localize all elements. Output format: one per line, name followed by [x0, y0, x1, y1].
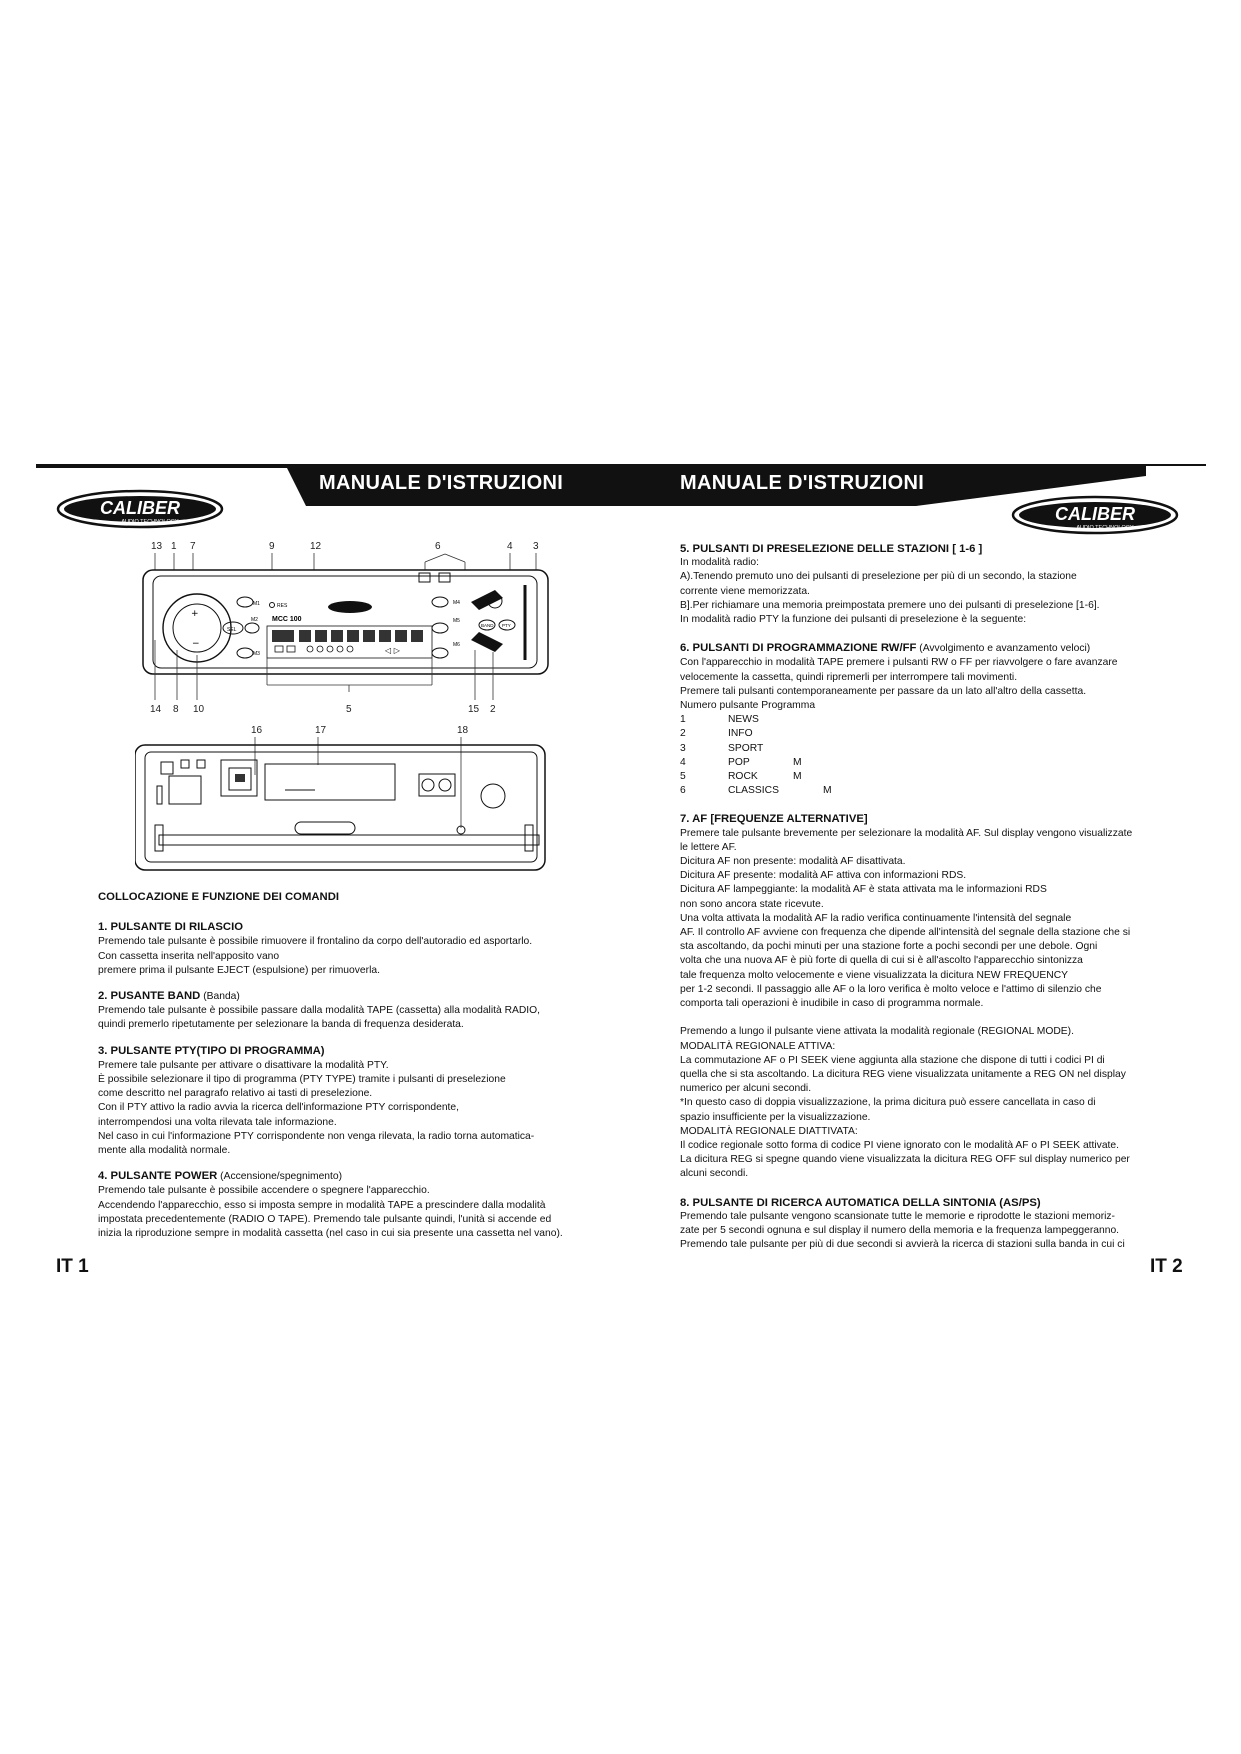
program-name: ROCK	[728, 771, 758, 783]
section-7-line: Premendo a lungo il pulsante viene attivata la modalità regionale (REGIONAL MODE).	[680, 1026, 1074, 1038]
program-genre-cell	[728, 784, 928, 798]
section-7-line: spazio insufficiente per la visualizzazione.	[680, 1111, 871, 1123]
section-7-line: AF. Il controllo AF avviene con frequenza che dipende all'intensità del segnale della stazione che si	[680, 927, 1131, 939]
program-extra: M	[793, 756, 802, 768]
section-7-line: sta ascoltando, da pochi minuti per una stazione forte a pochi secondi per une debole. Ogni	[680, 941, 1098, 953]
program-name: INFO	[728, 728, 753, 740]
label-13: 13	[151, 541, 163, 552]
svg-text:◁ ▷: ◁ ▷	[385, 646, 400, 655]
svg-text:−: −	[192, 639, 200, 649]
section-7-line: Una volta attivata la modalità AF la radio verifica continuamente l'intensità del segnale	[680, 912, 1072, 924]
m6-label: M6	[453, 642, 460, 648]
program-name: NEWS	[728, 714, 759, 726]
section-7-line: Il codice regionale sotto forma di codice PI viene ignorato con le modalità AF o PI SEEK attivate.	[680, 1139, 1120, 1151]
left-section-line: come descritto nel paragrafo relativo ai tasti di preselezione.	[98, 1088, 373, 1100]
program-row	[680, 713, 928, 727]
m3-label: M3	[253, 651, 260, 657]
label-4: 4	[507, 541, 513, 552]
page-number-right: IT 2	[1150, 1256, 1183, 1277]
section-6	[680, 641, 1165, 798]
label-14: 14	[150, 704, 162, 715]
left-section-title: 4. PULSANTE POWER	[98, 1170, 218, 1183]
left-section-line: È possibile selezionare il tipo di programma (PTY TYPE) tramite i pulsanti di preselezione	[98, 1074, 506, 1086]
section-7-line: quella che si sta ascoltando. La dicitura REG viene visualizzata unitamente a REG ON nel display	[680, 1068, 1126, 1080]
program-table-header: Numero pulsante Programma	[680, 700, 816, 712]
section-7-line: volta che una nuova AF è più forte di quella di cui si è all'ascolto l'apparecchio sintonizza	[680, 955, 1083, 967]
section-7-line: per 1-2 secondi. Il passaggio alle AF o la loro verifica è molto veloce e l'attimo di silenzio che	[680, 983, 1102, 995]
program-genre-cell	[728, 727, 928, 741]
left-section-note: (Banda)	[203, 991, 240, 1003]
section-7-line: Dicitura AF presente: modalità AF attiva con informazioni RDS.	[680, 870, 967, 882]
left-section-line: Premere tale pulsante per attivare o disattivare la modalità PTY.	[98, 1059, 389, 1071]
label-16: 16	[251, 725, 263, 736]
program-number: 2	[680, 728, 686, 740]
program-row	[680, 742, 928, 756]
logo-brand-right: CALIBER	[1055, 504, 1135, 524]
left-heading: COLLOCAZIONE E FUNZIONE DEI COMANDI	[98, 891, 339, 903]
program-number: 6	[680, 785, 686, 797]
label-9: 9	[269, 541, 275, 552]
section-5	[680, 542, 1165, 627]
section-7	[680, 812, 1165, 1181]
label-15: 15	[468, 704, 480, 715]
program-genre-cell	[728, 742, 928, 756]
left-section-line: Premendo tale pulsante è possibile passare dalla modalità TAPE (cassetta) alla modalità RADIO,	[98, 1005, 541, 1017]
logo-sub-left: AUDIO TECHNOLOGY	[121, 519, 179, 525]
program-number: 5	[680, 771, 686, 783]
left-section-2	[98, 989, 568, 1033]
radio-diagram-svg	[135, 540, 555, 875]
label-2: 2	[490, 704, 496, 715]
section-7-line: *In questo caso di doppia visualizzazione, la prima dicitura può essere cancellata in caso di	[680, 1097, 1096, 1109]
left-section-line: Con cassetta inserita nell'apposito vano	[98, 950, 280, 962]
program-genre-cell	[728, 770, 928, 784]
caliber-logo-right	[1010, 494, 1180, 541]
section-8-line: zate per 5 secondi ognuna e sul display il numero della memoria e la frequenza lampeggeranno.	[680, 1224, 1120, 1236]
program-genre-cell	[728, 756, 928, 770]
label-5: 5	[346, 704, 352, 715]
left-section-line: Premendo tale pulsante è possibile accendere o spegnere l'apparecchio.	[98, 1185, 430, 1197]
label-6: 6	[435, 541, 441, 552]
label-18: 18	[457, 725, 469, 736]
section-7-line: tale frequenza molto velocemente e viene visualizzata la dicitura NEW FREQUENCY	[680, 969, 1069, 981]
label-10: 10	[193, 704, 205, 715]
pty-label: PTY	[502, 623, 511, 628]
section-7-title: 7. AF [FREQUENZE ALTERNATIVE]	[680, 813, 868, 826]
left-section-line: quindi premerlo ripetutamente per selezionare la banda di frequenza desiderata.	[98, 1019, 464, 1031]
section-5-line: B].Per richiamare una memoria preimpostata premere uno dei pulsanti di preselezione [1-6].	[680, 599, 1100, 611]
label-1: 1	[171, 541, 177, 552]
section-7-line: alcuni secondi.	[680, 1168, 749, 1180]
left-section-note: (Accensione/spegnimento)	[220, 1171, 343, 1183]
left-section-3	[98, 1044, 568, 1159]
left-section-line: impostata precedentemente (RADIO O TAPE). Premendo tale pulsante quindi, l'unità si accende ed	[98, 1213, 552, 1225]
res-label: RES	[277, 603, 288, 609]
left-section-4	[98, 1169, 568, 1241]
label-17: 17	[315, 725, 327, 736]
right-column	[680, 542, 1165, 1263]
section-6-line: Con l'apparecchio in modalità TAPE premere i pulsanti RW o FF per riavvolgere o fare avanzare	[680, 657, 1118, 669]
section-6-note: (Avvolgimento e avanzamento veloci)	[919, 643, 1091, 655]
section-7-line: non sono ancora state ricevute.	[680, 898, 824, 910]
program-row	[680, 756, 928, 770]
section-8-line: Premendo tale pulsante vengono scansionate tutte le memorie e riprodotte le stazioni memoriz-	[680, 1210, 1115, 1222]
label-8: 8	[173, 704, 179, 715]
logo-sub-right: AUDIO TECHNOLOGY	[1076, 525, 1134, 531]
program-extra: M	[793, 771, 802, 783]
section-5-line: A).Tenendo premuto uno dei pulsanti di preselezione per più di un secondo, la stazione	[680, 571, 1077, 583]
program-name: POP	[728, 756, 750, 768]
section-8-line: Premendo tale pulsante per più di due secondi si avvierà la ricerca di stazioni sulla banda in cui ci	[680, 1239, 1125, 1251]
m2-label: M2	[251, 617, 258, 623]
radio-diagram	[135, 540, 555, 880]
left-section-1	[98, 920, 568, 978]
program-row	[680, 727, 928, 741]
program-table	[680, 713, 928, 798]
logo-brand-left: CALIBER	[100, 498, 180, 518]
left-section-line: Con il PTY attivo la radio avvia la ricerca dell'informazione PTY corrispondente,	[98, 1102, 460, 1114]
section-7-line: le lettere AF.	[680, 841, 737, 853]
section-7-line: La commutazione AF o PI SEEK viene aggiunta alla stazione che dispone di tutti i codici PI di	[680, 1054, 1105, 1066]
left-section-line: interrompendosi una volta rilevata tale informazione.	[98, 1116, 337, 1128]
left-section-line: premere prima il pulsante EJECT (espulsione) per rimuoverla.	[98, 964, 380, 976]
section-7-line: La dicitura REG si spegne quando viene visualizzata la dicitura REG OFF sul display numerico per	[680, 1154, 1130, 1166]
model-text: MCC 100	[272, 616, 302, 623]
program-row	[680, 770, 928, 784]
section-7-line: Premere tale pulsante brevemente per selezionare la modalità AF. Sul display vengono visualizzate	[680, 827, 1133, 839]
left-section-line: Premendo tale pulsante è possibile rimuovere il frontalino da corpo dell'autoradio ed asportarlo.	[98, 936, 533, 948]
program-name: SPORT	[728, 742, 764, 754]
section-7-line: MODALITÀ REGIONALE DIATTIVATA:	[680, 1125, 858, 1137]
section-8-title: 8. PULSANTE DI RICERCA AUTOMATICA DELLA SINTONIA (AS/PS)	[680, 1196, 1041, 1209]
section-5-line: corrente viene memorizzata.	[680, 585, 810, 597]
section-7-line: Dicitura AF lampeggiante: la modalità AF è stata attivata ma le informazioni RDS	[680, 884, 1047, 896]
left-column	[98, 890, 568, 1252]
section-5-line: In modalità radio PTY la funzione dei pulsanti di preselezione è la seguente:	[680, 614, 1027, 626]
program-number: 4	[680, 756, 686, 768]
header-title-left: MANUALE D'ISTRUZIONI	[319, 472, 564, 494]
label-3: 3	[533, 541, 539, 552]
program-number: 1	[680, 714, 686, 726]
program-number: 3	[680, 742, 686, 754]
left-section-line: Accendendo l'apparecchio, esso si imposta sempre in modalità TAPE a prescindere dalla modalità	[98, 1199, 546, 1211]
section-5-title: 5. PULSANTI DI PRESELEZIONE DELLE STAZIONI [ 1-6 ]	[680, 543, 983, 555]
left-section-title: 1. PULSANTE DI RILASCIO	[98, 921, 243, 934]
m4-label: M4	[453, 600, 460, 606]
section-7-line: MODALITÀ REGIONALE ATTIVA:	[680, 1040, 836, 1052]
sel-label: SEL	[227, 627, 237, 633]
left-section-title: 3. PULSANTE PTY(TIPO DI PROGRAMMA)	[98, 1044, 325, 1057]
section-8	[680, 1196, 1165, 1253]
section-5-line: In modalità radio:	[680, 557, 759, 569]
caliber-logo-left	[55, 488, 225, 535]
left-section-line: mente alla modalità normale.	[98, 1145, 231, 1157]
header-title-right: MANUALE D'ISTRUZIONI	[680, 472, 925, 494]
program-row	[680, 784, 928, 798]
label-12: 12	[310, 541, 322, 552]
section-7-line: comporta tali operazioni è inudibile in caso di programma normale.	[680, 998, 984, 1010]
page-number-left: IT 1	[56, 1256, 89, 1277]
left-section-line: Nel caso in cui l'informazione PTY corrispondente non venga rilevata, la radio torna automatica-	[98, 1130, 535, 1142]
section-7-line: numerico per alcuni secondi.	[680, 1083, 812, 1095]
left-section-title: 2. PUSANTE BAND	[98, 990, 201, 1003]
band-label: BAND	[481, 623, 494, 628]
m5-label: M5	[453, 618, 460, 624]
left-section-line: inizia la riproduzione sempre in modalità cassetta (nel caso in cui sia presente una cassetta nel vano).	[98, 1228, 563, 1240]
label-7: 7	[190, 541, 196, 552]
svg-text:+: +	[191, 609, 199, 619]
section-6-title: 6. PULSANTI DI PROGRAMMAZIONE RW/FF	[680, 642, 917, 655]
section-6-line: velocemente la cassetta, quindi ripremerli per interrompere tali movimenti.	[680, 671, 1018, 683]
program-name: CLASSICS	[728, 785, 779, 797]
section-6-line: Premere tali pulsanti contemporaneamente per passare da un lato all'altro della cassetta.	[680, 685, 1087, 697]
program-extra: M	[823, 785, 832, 797]
program-genre-cell	[728, 713, 928, 727]
m1-label: M1	[253, 601, 260, 607]
section-7-line: Dicitura AF non presente: modalità AF disattivata.	[680, 856, 906, 868]
